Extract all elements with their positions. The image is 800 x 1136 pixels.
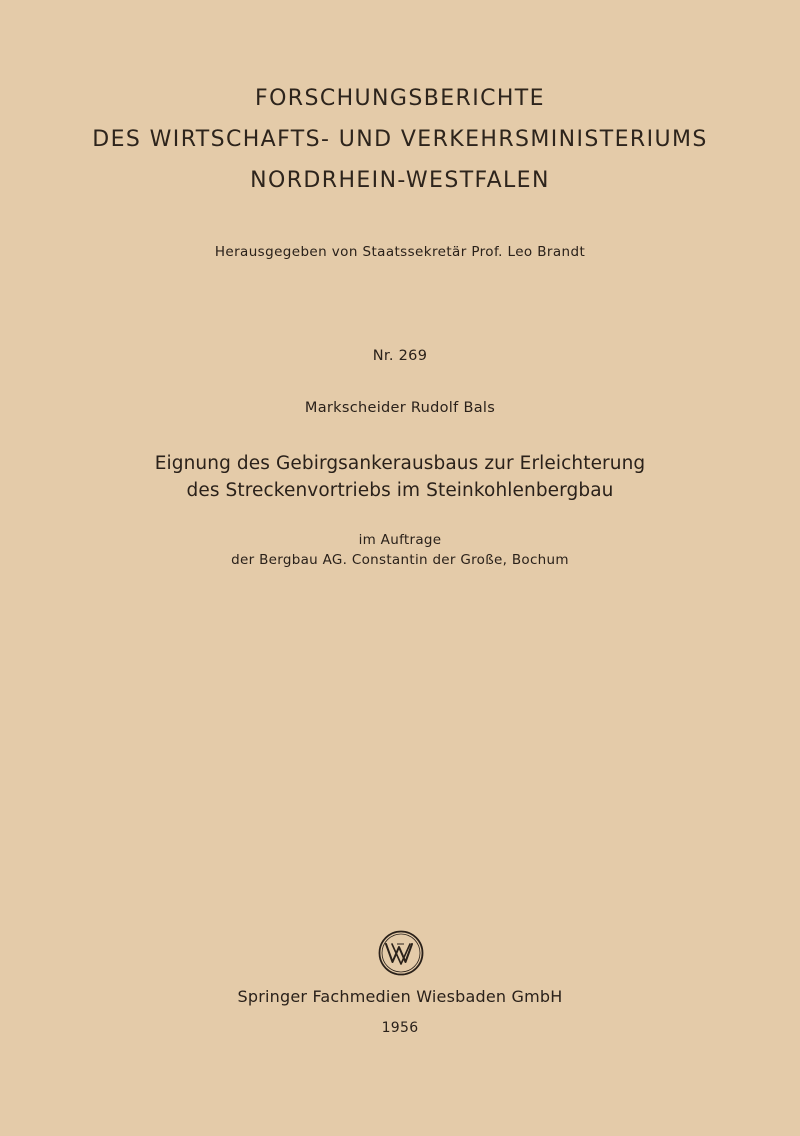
wv-monogram-icon (377, 929, 425, 977)
series-title-line-2: DES WIRTSCHAFTS- UND VERKEHRSMINISTERIUMS (92, 127, 708, 152)
report-number: Nr. 269 (372, 348, 428, 364)
publisher-name: Springer Fachmedien Wiesbaden GmbH (237, 987, 563, 1006)
commission-line-2: der Bergbau AG. Constantin der Große, Bochum (231, 552, 569, 568)
book-title-line-2: des Streckenvortriebs im Steinkohlenbergbau (186, 480, 614, 501)
publication-year: 1956 (381, 1020, 419, 1036)
series-title-line-1: FORSCHUNGSBERICHTE (255, 86, 545, 111)
commission-line-1: im Auftrage (358, 532, 442, 548)
book-title-line-1: Eignung des Gebirgsankerausbaus zur Erleichterung (154, 453, 646, 474)
author-name: Markscheider Rudolf Bals (304, 400, 496, 416)
series-title-line-3: NORDRHEIN-WESTFALEN (250, 168, 550, 193)
editor-line: Herausgegeben von Staatssekretär Prof. Leo Brandt (214, 244, 586, 260)
